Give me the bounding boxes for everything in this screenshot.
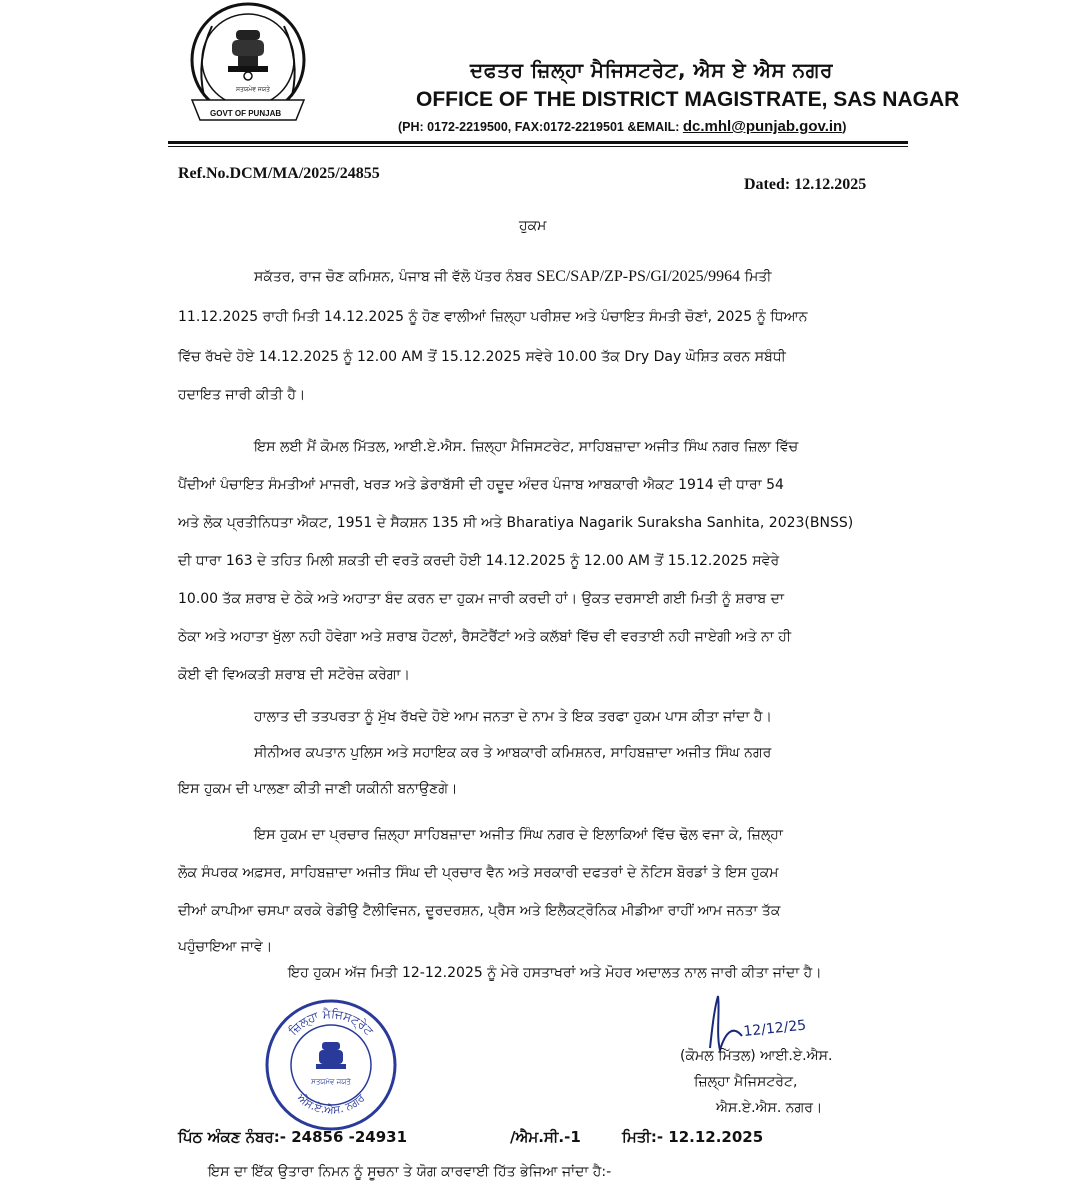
para2-line1: ਇਸ ਲਈ ਮੈਂ ਕੋਮਲ ਮਿੱਤਲ, ਆਈ.ਏ.ਐਸ. ਜ਼ਿਲ੍ਹਾ ਮੈਜਿਸਟਰੇਟ, ਸਾਹਿਬਜ਼ਾਦਾ ਅਜੀਤ ਸਿੰਘ ਨਗਰ ਜ਼ਿਲਾ ਵਿੱਚ	[254, 439, 799, 455]
para5-line1: ਇਸ ਹੁਕਮ ਦਾ ਪ੍ਰਚਾਰ ਜ਼ਿਲ੍ਹਾ ਸਾਹਿਬਜ਼ਾਦਾ ਅਜੀਤ ਸਿੰਘ ਨਗਰ ਦੇ ਇਲਾਕਿਆਂ ਵਿੱਚ ਢੋਲ ਵਜਾ ਕੇ, ਜ਼ਿਲ੍ਹਾ	[254, 827, 783, 843]
seal-motto: ਸਤਯਮੇਵ ਜਯਤੇ	[311, 1078, 351, 1086]
para1-line2: 11.12.2025 ਰਾਹੀ ਮਿਤੀ 14.12.2025 ਨੂੰ ਹੋਣ ਵਾਲੀਆਂ ਜ਼ਿਲ੍ਹਾ ਪਰੀਸ਼ਦ ਅਤੇ ਪੰਚਾਇਤ ਸੰਮਤੀ ਚੋਣਾਂ, 2025 ਨੂੰ ਧਿਆਨ	[178, 309, 808, 325]
signatory-designation: ਜ਼ਿਲ੍ਹਾ ਮੈਜਿਸਟਰੇਟ,	[694, 1074, 798, 1090]
signatory-place: ਐਸ.ਏ.ਐਸ. ਨਗਰ।	[716, 1100, 823, 1116]
reference-number: Ref.No.DCM/MA/2025/24855	[178, 165, 380, 182]
signature-handwritten-date: 12/12/25	[742, 1017, 807, 1040]
official-seal-icon	[264, 998, 398, 1132]
svg-text:ਐਸ.ਏ.ਐਸ. ਨਗਰ	[294, 1091, 367, 1117]
para4-line1: ਸੀਨੀਅਰ ਕਪਤਾਨ ਪੁਲਿਸ ਅਤੇ ਸਹਾਇਕ ਕਰ ਤੇ ਆਬਕਾਰੀ ਕਮਿਸ਼ਨਰ, ਸਾਹਿਬਜ਼ਾਦਾ ਅਜੀਤ ਸਿੰਘ ਨਗਰ	[254, 745, 772, 761]
para5-line3: ਦੀਆਂ ਕਾਪੀਆ ਚਸਪਾ ਕਰਕੇ ਰੇਡੀਉ ਟੈਲੀਵਿਜਨ, ਦੂਰਦਰਸ਼ਨ, ਪ੍ਰੈਸ ਅਤੇ ਇਲੈਕਟ੍ਰੋਨਿਕ ਮੀਡੀਆ ਰਾਹੀਂ ਆਮ ਜਨਤਾ ਤੱਕ	[178, 903, 781, 919]
seal-bottom-text: ਐਸ.ਏ.ਐਸ. ਨਗਰ	[294, 1091, 368, 1117]
office-code: /ਐਮ.ਸੀ.-1	[510, 1128, 581, 1146]
signatory-name: (ਕੋਮਲ ਮਿੱਤਲ) ਆਈ.ਏ.ਐਸ.	[680, 1048, 833, 1064]
endorsement-label: ਪਿੱਠ ਅੰਕਣ ਨੰਬਰ:-	[178, 1128, 286, 1146]
order-title: ਹੁਕਮ	[519, 218, 547, 234]
letter-number: SEC/SAP/ZP-PS/GI/2025/9964	[536, 268, 741, 285]
office-title-english: OFFICE OF THE DISTRICT MAGISTRATE, SAS NAGAR	[416, 88, 960, 111]
signature-scribble-icon	[690, 990, 840, 1056]
header-rule-thin	[168, 146, 908, 147]
document-date: Dated: 12.12.2025	[744, 176, 867, 193]
para4-line2: ਇਸ ਹੁਕਮ ਦੀ ਪਾਲਣਾ ਕੀਤੀ ਜਾਣੀ ਯਕੀਨੀ ਬਨਾਉਣਗੇ।	[178, 781, 458, 797]
seal-top-text: ਜ਼ਿਲ੍ਹਾ ਮੈਜਿਸਟ੍ਰੇਟ	[286, 1006, 377, 1038]
endorsement-value: 24856 -24931	[291, 1128, 408, 1146]
svg-text:ਜ਼ਿਲ੍ਹਾ ਮੈਜਿਸਟ੍ਰੇਟ	[285, 1007, 376, 1039]
emblem-motto: ਸਤਯਮੇਵ ਜਯਤੇ	[236, 86, 271, 93]
para2-line4: ਦੀ ਧਾਰਾ 163 ਦੇ ਤਹਿਤ ਮਿਲੀ ਸ਼ਕਤੀ ਦੀ ਵਰਤੋ ਕਰਦੀ ਹੋਈ 14.12.2025 ਨੂੰ 12.00 AM ਤੋਂ 15.12.2025 ਸਵੇਰੇ	[178, 553, 780, 569]
contact-prefix: (PH: 0172-2219500, FAX:0172-2219501 &EMAIL:	[398, 120, 683, 134]
copy-forward-line: ਇਸ ਦਾ ਇੱਕ ਉਤਾਰਾ ਨਿਮਨ ਨੂੰ ਸੂਚਨਾ ਤੇ ਯੋਗ ਕਾਰਵਾਈ ਹਿੱਤ ਭੇਜਿਆ ਜਾਂਦਾ ਹੈ:-	[208, 1164, 612, 1180]
para1-text-end: ਮਿਤੀ	[740, 269, 772, 285]
para1-text: ਸਕੱਤਰ, ਰਾਜ ਚੋਣ ਕਮਿਸ਼ਨ, ਪੰਜਾਬ ਜੀ ਵੱਲੋ ਪੱਤਰ ਨੰਬਰ	[254, 269, 537, 285]
endorsement-date	[622, 1128, 763, 1146]
para2-line5: 10.00 ਤੱਕ ਸ਼ਰਾਬ ਦੇ ਠੇਕੇ ਅਤੇ ਅਹਾਤਾ ਬੰਦ ਕਰਨ ਦਾ ਹੁਕਮ ਜਾਰੀ ਕਰਦੀ ਹਾਂ। ਉਕਤ ਦਰਸਾਈ ਗਈ ਮਿਤੀ ਨੂੰ ਸ਼ਰਾਬ ਦਾ	[178, 591, 784, 607]
para6-line: ਇਹ ਹੁਕਮ ਅੱਜ ਮਿਤੀ 12-12.2025 ਨੂੰ ਮੇਰੇ ਹਸਤਾਖਰਾਂ ਅਤੇ ਮੋਹਰ ਅਦਾਲਤ ਨਾਲ ਜਾਰੀ ਕੀਤਾ ਜਾਂਦਾ ਹੈ।	[288, 965, 822, 981]
para2-line7: ਕੋਈ ਵੀ ਵਿਅਕਤੀ ਸ਼ਰਾਬ ਦੀ ਸਟੋਰੇਜ਼ ਕਰੇਗਾ।	[178, 667, 410, 683]
office-title-punjabi: ਦਫਤਰ ਜ਼ਿਲ੍ਹਾ ਮੈਜਿਸਟਰੇਟ, ਐਸ ਏ ਐਸ ਨਗਰ	[470, 58, 833, 82]
para1-line1	[254, 268, 898, 286]
para2-line2: ਪੈਂਦੀਆਂ ਪੰਚਾਇਤ ਸੰਮਤੀਆਂ ਮਾਜਰੀ, ਖਰੜ ਅਤੇ ਡੇਰਾਬੱਸੀ ਦੀ ਹਦੂਦ ਅੰਦਰ ਪੰਜਾਬ ਆਬਕਾਰੀ ਐਕਟ 1914 ਦੀ ਧਾਰਾ 54	[178, 477, 784, 493]
para2-line3: ਅਤੇ ਲੋਕ ਪ੍ਰਤੀਨਿਧਤਾ ਐਕਟ, 1951 ਦੇ ਸੈਕਸ਼ਨ 135 ਸੀ ਅਤੇ Bharatiya Nagarik Suraksha Sanhita, 2023(BNSS)	[178, 515, 854, 531]
para1-line3: ਵਿੱਚ ਰੱਖਦੇ ਹੋਏ 14.12.2025 ਨੂੰ 12.00 AM ਤੋਂ 15.12.2025 ਸਵੇਰੇ 10.00 ਤੱਕ Dry Day ਘੋਸ਼ਿਤ ਕਰਨ ਸਬੰਧੀ	[178, 349, 786, 365]
endorsement-date-value: 12.12.2025	[668, 1128, 764, 1146]
office-email-link[interactable]: dc.mhl@punjab.gov.in	[682, 118, 843, 135]
para5-line2: ਲੋਕ ਸੰਪਰਕ ਅਫ਼ਸਰ, ਸਾਹਿਬਜ਼ਾਦਾ ਅਜੀਤ ਸਿੰਘ ਦੀ ਪ੍ਰਚਾਰ ਵੈਨ ਅਤੇ ਸਰਕਾਰੀ ਦਫਤਰਾਂ ਦੇ ਨੋਟਿਸ ਬੋਰਡਾਂ ਤੇ ਇਸ ਹੁਕਮ	[178, 865, 779, 881]
emblem-caption: GOVT OF PUNJAB	[210, 109, 282, 118]
para1-line4: ਹਦਾਇਤ ਜਾਰੀ ਕੀਤੀ ਹੈ।	[178, 387, 306, 403]
para3-line: ਹਾਲਾਤ ਦੀ ਤਤਪਰਤਾ ਨੂੰ ਮੁੱਖ ਰੱਖਦੇ ਹੋਏ ਆਮ ਜਨਤਾ ਦੇ ਨਾਮ ਤੇ ਇਕ ਤਰਫਾ ਹੁਕਮ ਪਾਸ ਕੀਤਾ ਜਾਂਦਾ ਹੈ।	[254, 709, 772, 725]
office-contact	[398, 118, 846, 135]
para2-line6: ਠੇਕਾ ਅਤੇ ਅਹਾਤਾ ਖੁੱਲਾ ਨਹੀ ਹੋਵੇਗਾ ਅਤੇ ਸ਼ਰਾਬ ਹੋਟਲਾਂ, ਰੈਸਟੋਰੈਂਟਾਂ ਅਤੇ ਕਲੱਬਾਂ ਵਿੱਚ ਵੀ ਵਰਤਾਈ ਨਹੀ ਜਾਏਗੀ ਅਤੇ ਨਾ ਹੀ	[178, 629, 792, 645]
endorsement-date-label: ਮਿਤੀ:-	[622, 1128, 664, 1146]
contact-suffix: )	[842, 120, 847, 134]
endorsement-number	[178, 1128, 407, 1146]
header-rule	[168, 141, 908, 144]
para5-line4: ਪਹੁੰਚਾਇਆ ਜਾਵੇ।	[178, 939, 273, 955]
